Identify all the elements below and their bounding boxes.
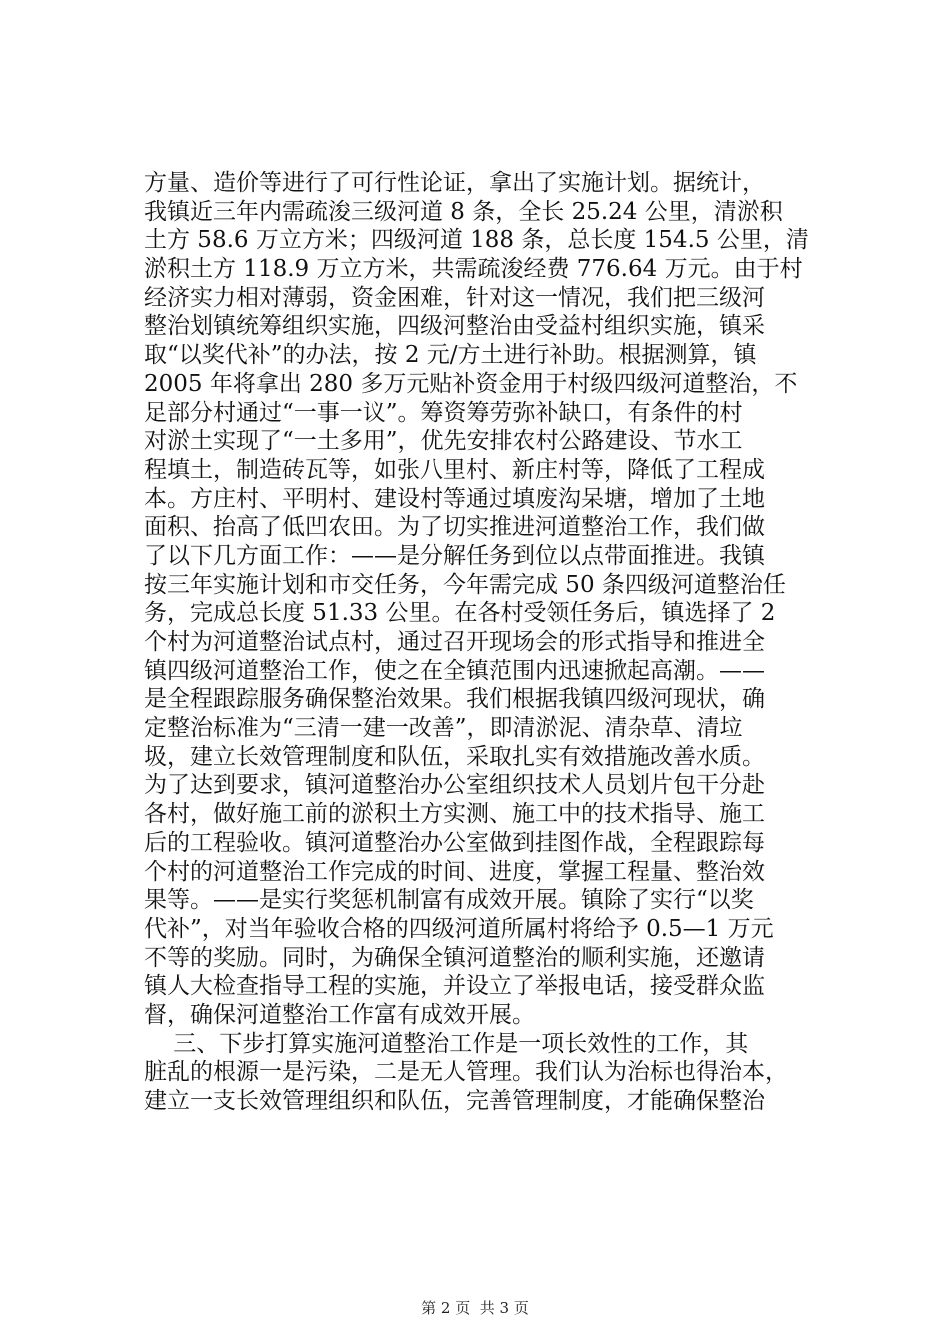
text-line: 脏乱的根源一是污染，二是无人管理。我们认为治标也得治本， [144, 1059, 788, 1086]
text-line: 整治划镇统筹组织实施，四级河整治由受益村组织实施，镇采 [144, 313, 765, 340]
text-line: 个村的河道整治工作完成的时间、进度，掌握工程量、整治效 [144, 858, 765, 885]
text-line: 淤积土方 118.9 万立方米，共需疏浚经费 776.64 万元。由于村 [144, 256, 803, 283]
text-line: 个村为河道整治试点村，通过召开现场会的形式指导和推进全 [144, 629, 765, 655]
text-line: 对淤土实现了“一土多用”，优先安排农村公路建设、节水工 [144, 428, 743, 455]
text-line: 代补”，对当年验收合格的四级河道所属村将给予 0.5—1 万元 [144, 915, 774, 942]
text-line: 果等。——是实行奖惩机制富有成效开展。镇除了实行“以奖 [144, 887, 754, 914]
text-line: 镇人大检查指导工程的实施，并设立了举报电话，接受群众监 [144, 973, 765, 1000]
page-footer: 第 2 页 共 3 页 [421, 1299, 529, 1317]
text-line: 面积、抬高了低凹农田。为了切实推进河道整治工作，我们做 [144, 514, 765, 541]
text-line: 本。方庄村、平明村、建设村等通过填废沟呆塘，增加了土地 [144, 485, 765, 512]
text-line: 我镇近三年内需疏浚三级河道 8 条，全长 25.24 公里，清淤积 [144, 198, 783, 225]
text-line: 务，完成总长度 51.33 公里。在各村受领任务后，镇选择了 2 [144, 600, 776, 627]
text-line: 方量、造价等进行了可行性论证，拿出了实施计划。据统计， [144, 170, 765, 196]
text-line: 镇四级河道整治工作，使之在全镇范围内迅速掀起高潮。—— [144, 657, 765, 684]
text-line: 了以下几方面工作：——是分解任务到位以点带面推进。我镇 [144, 542, 765, 569]
text-line: 各村，做好施工前的淤积土方实测、施工中的技术指导、施工 [144, 801, 765, 828]
text-line: 定整治标准为“三清一建一改善”，即清淤泥、清杂草、清垃 [144, 715, 743, 742]
text-line: 2005 年将拿出 280 多万元贴补资金用于村级四级河道整治，不 [144, 370, 798, 397]
text-line: 土方 58.6 万立方米；四级河道 188 条，总长度 154.5 公里，清 [144, 227, 809, 254]
text-line: 督，确保河道整治工作富有成效开展。 [144, 1001, 535, 1028]
text-line: 足部分村通过“一事一议”。筹资筹劳弥补缺口，有条件的村 [144, 399, 743, 426]
text-line: 圾，建立长效管理制度和队伍，采取扎实有效措施改善水质。 [144, 743, 765, 770]
text-line: 程填土，制造砖瓦等，如张八里村、新庄村等，降低了工程成 [144, 456, 765, 483]
body-text [144, 169, 834, 1116]
text-line: 建立一支长效管理组织和队伍，完善管理制度，才能确保整治 [144, 1088, 765, 1114]
text-line: 为了达到要求，镇河道整治办公室组织技术人员划片包干分赴 [144, 772, 765, 799]
text-line: 是全程跟踪服务确保整治效果。我们根据我镇四级河现状，确 [144, 686, 765, 713]
text-line: 不等的奖励。同时，为确保全镇河道整治的顺利实施，还邀请 [144, 944, 765, 971]
text-line: 按三年实施计划和市交任务，今年需完成 50 条四级河道整治任 [144, 571, 786, 598]
text-line: 三、下步打算实施河道整治工作是一项长效性的工作，其 [144, 1030, 749, 1057]
text-line: 取“以奖代补”的办法，按 2 元/方土进行补助。根据测算，镇 [144, 342, 757, 369]
text-line: 后的工程验收。镇河道整治办公室做到挂图作战，全程跟踪每 [144, 829, 765, 856]
text-line: 经济实力相对薄弱，资金困难，针对这一情况，我们把三级河 [144, 284, 765, 311]
